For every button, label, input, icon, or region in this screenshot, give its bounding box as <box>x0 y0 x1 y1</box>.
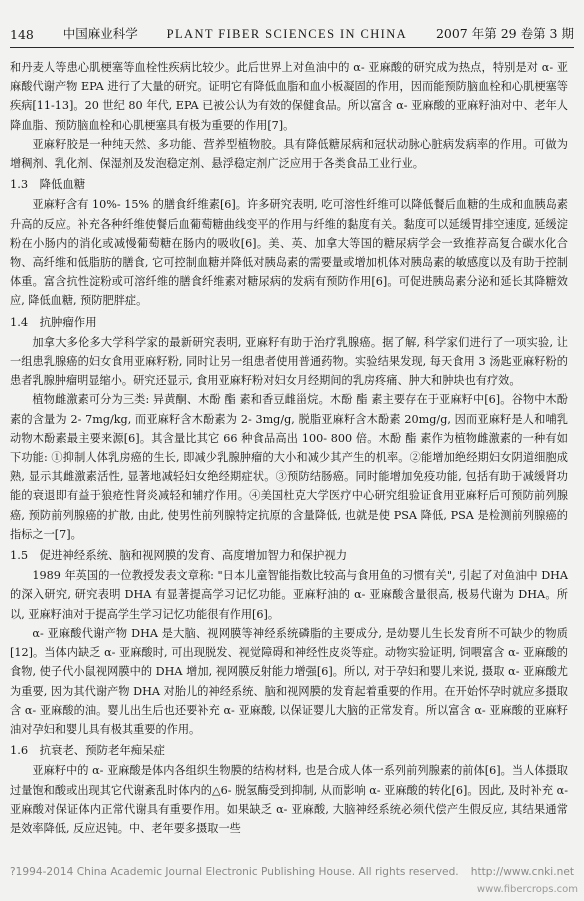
journal-title-cn: 中国麻业科学 <box>62 26 138 41</box>
section-number: 1.5 <box>10 548 29 563</box>
site-watermark: www.fibercrops.com <box>476 884 578 895</box>
section-number: 1.6 <box>10 743 29 758</box>
section-heading <box>10 313 568 332</box>
section-title: 抗衰老、预防老年痴呆症 <box>39 743 165 758</box>
paragraph: 1989 年英国的一位教授发表文章称: "日本儿童智能指数比较高与食用鱼的习惯有关", 引起了对鱼油中 DHA 的深入研究, 研究表明 DHA 有显著提高学习记忆功能。亚麻籽油的 α- 亚麻酸含量很高, 极易代谢为 DHA。所以, 亚麻籽油对于提高学生学习记忆功能很有作用[6]。 <box>10 569 568 621</box>
article-body <box>10 58 568 838</box>
section-heading <box>10 546 568 565</box>
section-number: 1.4 <box>10 314 29 329</box>
copyright-notice: ?1994-2014 China Academic Journal Electronic Publishing House. All rights reserved. <box>10 866 459 878</box>
page-number: 148 <box>10 27 34 42</box>
section-heading <box>10 741 568 760</box>
section-title: 降低血糖 <box>39 177 86 192</box>
paragraph: 亚麻籽中的 α- 亚麻酸是体内各组织生物膜的结构材料, 也是合成人体一系列前列腺素的前体[6]。当人体摄取过量饱和酸或出现其它代谢紊乱时体内的△6- 脱氢酶受到抑制, 从而影响 α- 亚麻酸的转化[6]。因此, 及时补充 α- 亚麻酸对保证体内正常代谢具有重要作用。如果缺乏 α- 亚麻酸, 大脑神经系统必须代偿产生假反应, 其结果通常是效率降低, 反应迟钝。中、老年要多摄取一些 <box>10 764 568 835</box>
section-heading <box>10 175 568 194</box>
cnki-url[interactable]: http://www.cnki.net <box>470 866 574 878</box>
page-header <box>10 20 574 42</box>
page-footer <box>10 866 574 878</box>
paragraph: α- 亚麻酸代谢产物 DHA 是大脑、视网膜等神经系统磷脂的主要成分, 是幼婴儿生长发育所不可缺少的物质[12]。当体内缺乏 α- 亚麻酸时, 可出现脱发、视觉障碍和神经性皮炎等症。动物实验证明, 饲喂富含 α- 亚麻酸的食物, 使子代小鼠视网膜中的 DHA 增加, 视网膜反射能力增强[6]。所以, 对于孕妇和婴儿来说, 摄取 α- 亚麻酸尤为重要, 因为其代谢产物 DHA 对胎儿的神经系统、脑和视网膜的发育起着重要的作用。在开始怀孕时就应多摄取含 α- 亚麻酸的油。婴儿出生后也还要补充 α- 亚麻酸, 以保证婴儿大脑的正常发育。所以富含 α- 亚麻酸的亚麻籽油对孕妇和婴儿具有极其重要的作用。 <box>10 626 568 736</box>
paragraph: 加拿大多伦多大学科学家的最新研究表明, 亚麻籽有助于治疗乳腺癌。据了解, 科学家们进行了一项实验, 让一组患乳腺癌的妇女食用亚麻籽粉, 同时让另一组患者使用普通药物。实验结果发现, 每天食用 3 汤匙亚麻籽粉的患者乳腺肿瘤明显缩小。研究还显示, 食用亚麻籽粉对妇女月经期间的乳房疼痛、肿大和肿块也有疗效。 <box>10 335 568 388</box>
journal-title-en: PLANT FIBER SCIENCES IN CHINA <box>166 27 408 41</box>
issue-info: 2007 年第 29 卷第 3 期 <box>435 26 574 41</box>
paragraph: 植物雌激素可分为三类: 异黄酮、木酚 酯 素和香豆雌甾烷。木酚 酯 素主要存在于亚麻籽中[6]。谷物中木酚素的含量为 2- 7mg/kg, 而亚麻籽含木酚素为 2- 3mg/g, 脱脂亚麻籽含木酚素 20mg/g, 因而亚麻籽是人和哺乳动物木酚素最主要来源[6]。其含量比其它 66 种食品高出 100- 800 倍。木酚 酯 素作为植物雌激素的一种有如下功能: ①抑制人体乳房癌的生长, 即减少乳腺肿瘤的大小和减少其产生的机率。②能增加绝经期妇女阴道细胞成熟, 显示其雌激素活性, 显著地减轻妇女绝经期症状。③预防结肠癌。同时能增加免疫功能, 包括有助于减缓肾功能的衰退即有益于狼疮性肾炎减轻和辅疗作用。④美国杜克大学医疗中心研究组验证食用亚麻籽后可预防前列腺癌, 预防前列腺癌的扩散, 由此, 使男性前列腺特定抗原的含量降低, 也就是使 PSA 降低, PSA 是检测前列腺癌的指标之一[7]。 <box>10 393 568 541</box>
section-title: 促进神经系统、脑和视网膜的发育、高度增加智力和保护视力 <box>39 548 348 563</box>
paragraph: 亚麻籽含有 10%- 15% 的膳食纤维素[6]。许多研究表明, 吃可溶性纤维可以降低餐后血糖的生成和血胰岛素升高的反应。补充各种纤维使餐后血葡萄糖曲线变平的作用与纤维的黏度有关。黏度可以延缓胃排空速度, 延缓淀粉在小肠内的消化或减慢葡萄糖在肠内的吸收[6]。美、英、加拿大等国的糖尿病学会一致推荐高复合碳水化合物、高纤维和低脂肪的膳食, 它可控制血糖并降低对胰岛素的需要量或增加机体对胰岛素的敏感度以及有助于控制体重。富含抗性淀粉或可溶纤维的膳食纤维素对糖尿病的发病有预防作用[6]。可促进胰岛素分泌和延长其降糖效应, 降低血糖, 预防肥胖症。 <box>10 198 568 308</box>
paragraph: 亚麻籽胶是一种纯天然、多功能、营养型植物胶。具有降低糖尿病和冠状动脉心脏病发病率的作用。可做为增稠剂、乳化剂、保湿剂及发泡稳定剂、悬浮稳定剂广泛应用于各类食品工业行业。 <box>10 137 568 171</box>
paragraph: 和丹麦人等患心肌梗塞等血栓性疾病比较少。此后世界上对鱼油中的 α- 亚麻酸的研究成为热点，特别是对 α- 亚麻酸代谢产物 EPA 进行了大量的研究。证明它有降低血脂和血小板凝固的作用，因而能预防脑血栓和心肌梗塞等疾病[11-13]。20 世纪 80 年代, EPA 已被公认为有效的保健食品。所以富含 α- 亚麻酸的亚麻籽油对中、老年人降血脂、预防脑血栓和心肌梗塞具有极为重要的作用[7]。 <box>10 61 568 132</box>
section-number: 1.3 <box>10 177 29 192</box>
header-rule <box>10 47 574 48</box>
section-title: 抗肿瘤作用 <box>39 314 97 329</box>
